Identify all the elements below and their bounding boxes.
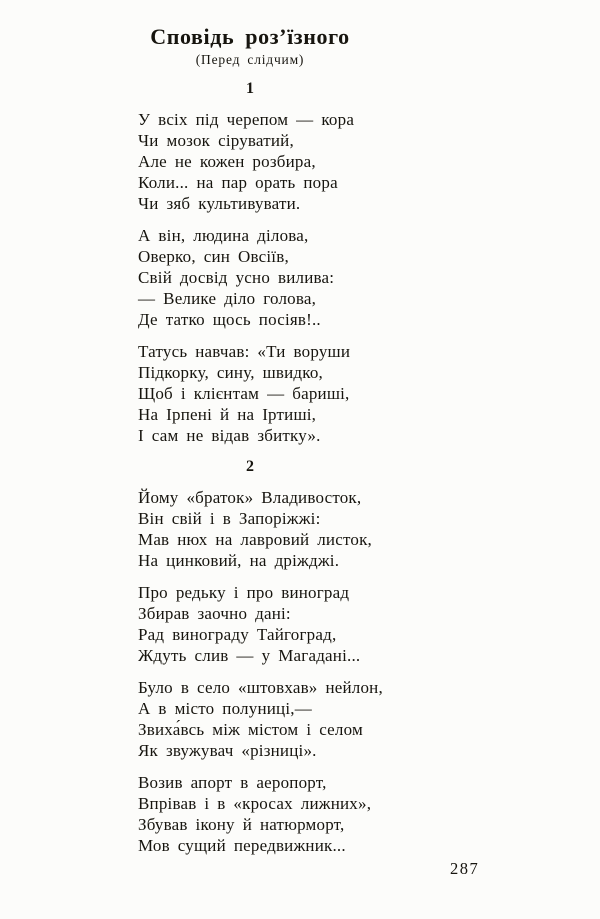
poem-title: Сповідь роз’їзного <box>150 24 350 49</box>
poem-line: Чи мозок сіруватий, <box>138 131 294 150</box>
poem-line: Збирав заочно дані: <box>138 604 291 623</box>
poem-line: На Ірпені й на Іртиші, <box>138 405 317 424</box>
poem-line: Як звужувач «різниці». <box>138 741 317 760</box>
poem-line: Ждуть слив — у Магадані... <box>138 646 361 665</box>
poem-line: Коли... на пар орать пора <box>138 173 338 192</box>
poem-sections <box>0 80 500 856</box>
poem-line: Рад винограду Тайгоград, <box>138 625 337 644</box>
text-column <box>0 24 500 856</box>
poem-line: Щоб і клієнтам — бариші, <box>138 384 350 403</box>
poem-line: Мав нюх на лавровий листок, <box>138 530 372 549</box>
poem-subtitle: (Перед слідчим) <box>195 52 305 67</box>
poem-line: Він свій і в Запоріжжі: <box>138 509 321 528</box>
stanza <box>0 109 500 214</box>
poem-line: Про редьку і про виноград <box>138 583 350 602</box>
section-number: 2 <box>246 458 254 475</box>
poem-line: Але не кожен розбира, <box>138 152 316 171</box>
stanza <box>0 487 500 571</box>
poem-line: Впрівав і в «кросах лижних», <box>138 794 372 813</box>
poem-section <box>0 80 500 446</box>
poem-line: І сам не відав збитку». <box>138 426 321 445</box>
poem-line: Татусь навчав: «Ти воруши <box>138 342 351 361</box>
poem-line: Свій досвід усно вилива: <box>138 268 335 287</box>
poem-line: А він, людина ділова, <box>138 226 309 245</box>
poem-line: Чи зяб культивувати. <box>138 194 301 213</box>
poem-line: Мов сущий передвижник... <box>138 836 346 855</box>
poem-line: Йому «браток» Владивосток, <box>138 488 362 507</box>
poem-line: Збував ікону й натюрморт, <box>138 815 345 834</box>
poem-line: Де татко щось посіяв!.. <box>138 310 321 329</box>
poem-line: Возив апорт в аеропорт, <box>138 773 327 792</box>
page-number: 287 <box>450 859 480 878</box>
poem-line: Звиха́всь між містом і селом <box>138 720 363 739</box>
stanza <box>0 772 500 856</box>
stanza <box>0 341 500 446</box>
poem-line: На цинковий, на дріжджі. <box>138 551 340 570</box>
poem-section <box>0 458 500 856</box>
section-number: 1 <box>246 80 254 97</box>
poem-line: Підкорку, сину, швидко, <box>138 363 324 382</box>
poem-line: — Велике діло голова, <box>138 289 317 308</box>
poem-line: Оверко, син Овсіїв, <box>138 247 289 266</box>
poem-line: У всіх під черепом — кора <box>138 110 355 129</box>
poem-line: Було в село «штовхав» нейлон, <box>138 678 383 697</box>
stanza <box>0 582 500 666</box>
poem-line: А в місто полуниці,— <box>138 699 312 718</box>
stanza <box>0 225 500 330</box>
stanza <box>0 677 500 761</box>
